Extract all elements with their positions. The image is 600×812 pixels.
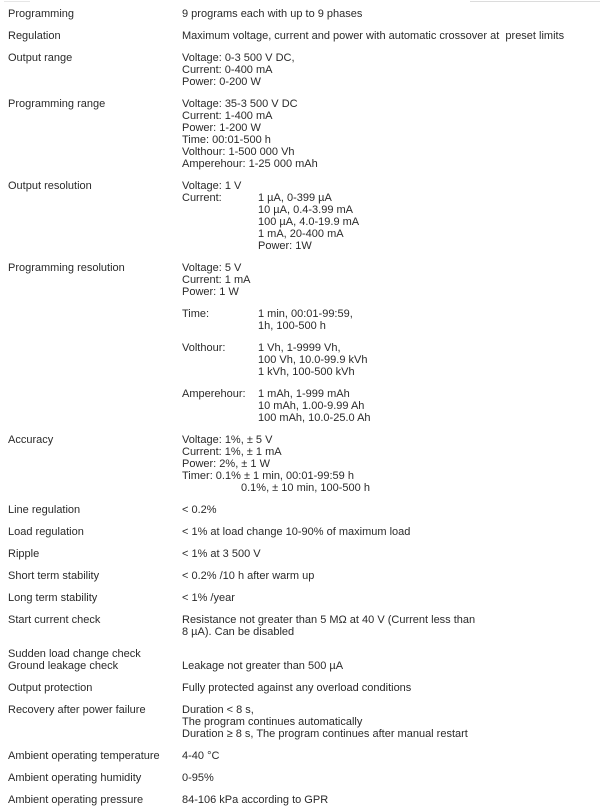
page-edge-artifact-left bbox=[4, 1, 30, 2]
spec-label bbox=[8, 52, 182, 64]
spec-label-line: Ambient operating temperature bbox=[8, 750, 160, 762]
spec-subgroup-text: 1 µA, 0-399 µA bbox=[258, 192, 332, 204]
spec-subgroup-head: Current: bbox=[182, 192, 222, 204]
spec-value-line: Current: 1 mA bbox=[182, 274, 251, 286]
spec-subgroup-line bbox=[182, 342, 592, 354]
spec-label-line: Ambient operating pressure bbox=[8, 794, 144, 806]
spec-label bbox=[8, 8, 182, 20]
spec-value-line: Volthour: 1-500 000 Vh bbox=[182, 146, 295, 158]
spec-value bbox=[182, 526, 592, 538]
spec-subgroup-text: 1 Vh, 1-9999 Vh, bbox=[258, 342, 341, 354]
spec-value-line: 100 mAh, 10.0-25.0 Ah bbox=[258, 412, 371, 424]
spec-label-line: Regulation bbox=[8, 30, 61, 42]
spec-label bbox=[8, 504, 182, 516]
spec-value bbox=[182, 592, 592, 604]
spec-value-line: 0-95% bbox=[182, 772, 214, 784]
spec-label-line: Ambient operating humidity bbox=[8, 772, 142, 784]
spec-value-line: Current: 1-400 mA bbox=[182, 110, 273, 122]
spec-label bbox=[8, 772, 182, 784]
spec-value-line: Maximum voltage, current and power with automatic crossover at preset limits bbox=[182, 30, 565, 42]
page-edge-artifact-right bbox=[470, 1, 600, 2]
spec-row bbox=[8, 794, 592, 806]
spec-value-line: 9 programs each with up to 9 phases bbox=[182, 8, 363, 20]
spec-value-line: Current: 1%, ± 1 mA bbox=[182, 446, 282, 458]
spec-value bbox=[182, 52, 592, 88]
spec-label bbox=[8, 434, 182, 446]
blank-line bbox=[182, 648, 592, 660]
spec-label bbox=[8, 262, 182, 274]
spec-value bbox=[182, 504, 592, 516]
spec-label-line: Ground leakage check bbox=[8, 660, 119, 672]
spec-value bbox=[182, 614, 592, 638]
spec-value-line: < 1% /year bbox=[182, 592, 235, 604]
spec-value-line: Voltage: 5 V bbox=[182, 262, 242, 274]
spec-row bbox=[8, 180, 592, 252]
spec-value bbox=[182, 772, 592, 784]
spec-value-line: 1 kVh, 100-500 kVh bbox=[258, 366, 355, 378]
spec-label bbox=[8, 794, 182, 806]
spec-value-line: Resistance not greater than 5 MΩ at 40 V (Current less than bbox=[182, 614, 476, 626]
spec-value-line: 4-40 °C bbox=[182, 750, 220, 762]
spec-label-line: Output range bbox=[8, 52, 73, 64]
spec-subgroup-line bbox=[182, 192, 592, 204]
spec-label bbox=[8, 526, 182, 538]
spec-row bbox=[8, 570, 592, 582]
spec-value-line: < 0.2% bbox=[182, 504, 217, 516]
spec-value-line: Voltage: 0-3 500 V DC, bbox=[182, 52, 295, 64]
spec-value bbox=[182, 30, 592, 42]
spec-row bbox=[8, 8, 592, 20]
spec-label bbox=[8, 180, 182, 192]
spec-value-line: 0.1%, ± 10 min, 100-500 h bbox=[241, 482, 370, 494]
spec-value-line: Voltage: 1 V bbox=[182, 180, 242, 192]
spec-label bbox=[8, 570, 182, 582]
spec-row bbox=[8, 648, 592, 672]
spec-value-line: < 0.2% /10 h after warm up bbox=[182, 570, 315, 582]
spec-subgroup-head: Volthour: bbox=[182, 342, 226, 354]
spec-value-line: 1 mA, 20-400 mA bbox=[258, 228, 344, 240]
spec-value bbox=[182, 648, 592, 672]
spec-value bbox=[182, 262, 592, 424]
spec-value-line: Power: 1W bbox=[258, 240, 312, 252]
spec-subgroup-line bbox=[182, 388, 592, 400]
spec-value-line: < 1% at load change 10-90% of maximum load bbox=[182, 526, 411, 538]
spec-value-line: 100 Vh, 10.0-99.9 kVh bbox=[258, 354, 368, 366]
spec-value-line: Power: 1 W bbox=[182, 286, 239, 298]
spec-value-line: Voltage: 35-3 500 V DC bbox=[182, 98, 298, 110]
spec-value-line: Duration ≥ 8 s, The program continues after manual restart bbox=[182, 728, 468, 740]
spec-value-line: Fully protected against any overload conditions bbox=[182, 682, 412, 694]
spec-value-line: Power: 2%, ± 1 W bbox=[182, 458, 270, 470]
spec-label bbox=[8, 30, 182, 42]
spec-value-line: 100 µA, 4.0-19.9 mA bbox=[258, 216, 360, 228]
spec-subgroup-text: 1 mAh, 1-999 mAh bbox=[258, 388, 350, 400]
spec-label-line: Load regulation bbox=[8, 526, 84, 538]
value-group-spacer bbox=[182, 298, 592, 308]
spec-value bbox=[182, 180, 592, 252]
spec-subgroup-line bbox=[182, 308, 592, 320]
spec-value bbox=[182, 434, 592, 494]
spec-label-line: Recovery after power failure bbox=[8, 704, 146, 716]
spec-value-line: 1h, 100-500 h bbox=[258, 320, 326, 332]
spec-label bbox=[8, 592, 182, 604]
spec-value-line: Timer: 0.1% ± 1 min, 00:01-99:59 h bbox=[182, 470, 354, 482]
spec-row bbox=[8, 548, 592, 560]
spec-label bbox=[8, 704, 182, 716]
spec-label-line: Short term stability bbox=[8, 570, 100, 582]
spec-value-line: Amperehour: 1-25 000 mAh bbox=[182, 158, 318, 170]
spec-row bbox=[8, 772, 592, 784]
spec-row bbox=[8, 614, 592, 638]
spec-label bbox=[8, 682, 182, 694]
spec-label-line: Accuracy bbox=[8, 434, 54, 446]
spec-subgroup-head: Time: bbox=[182, 308, 210, 320]
spec-row bbox=[8, 262, 592, 424]
spec-row bbox=[8, 52, 592, 88]
spec-value-line: 10 mAh, 1.00-9.99 Ah bbox=[258, 400, 365, 412]
spec-value-line: 84-106 kPa according to GPR bbox=[182, 794, 329, 806]
spec-value-line: Power: 1-200 W bbox=[182, 122, 261, 134]
spec-label bbox=[8, 548, 182, 560]
spec-subgroup-head: Amperehour: bbox=[182, 388, 246, 400]
spec-label bbox=[8, 614, 182, 626]
spec-label-line: Programming resolution bbox=[8, 262, 125, 274]
spec-value-line: Power: 0-200 W bbox=[182, 76, 261, 88]
spec-label-line: Output resolution bbox=[8, 180, 92, 192]
spec-label-line: Programming range bbox=[8, 98, 106, 110]
spec-value-line: Voltage: 1%, ± 5 V bbox=[182, 434, 273, 446]
spec-label-line: Programming bbox=[8, 8, 75, 20]
spec-value-line: The program continues automatically bbox=[182, 716, 363, 728]
spec-row bbox=[8, 504, 592, 516]
spec-row bbox=[8, 434, 592, 494]
spec-label-line: Sudden load change check bbox=[8, 648, 141, 660]
spec-value-line: Duration < 8 s, bbox=[182, 704, 254, 716]
spec-value bbox=[182, 98, 592, 170]
spec-label bbox=[8, 98, 182, 110]
spec-label-line: Line regulation bbox=[8, 504, 81, 516]
value-group-spacer bbox=[182, 332, 592, 342]
spec-value-line: Current: 0-400 mA bbox=[182, 64, 273, 76]
spec-row bbox=[8, 98, 592, 170]
spec-label-line: Long term stability bbox=[8, 592, 98, 604]
spec-label-line: Output protection bbox=[8, 682, 93, 694]
spec-row bbox=[8, 592, 592, 604]
spec-label bbox=[8, 648, 182, 672]
spec-row bbox=[8, 682, 592, 694]
spec-value-line: < 1% at 3 500 V bbox=[182, 548, 261, 560]
spec-value-line: 8 µA). Can be disabled bbox=[182, 626, 295, 638]
spec-value bbox=[182, 794, 592, 806]
spec-label-line: Start current check bbox=[8, 614, 101, 626]
spec-row bbox=[8, 750, 592, 762]
spec-table bbox=[8, 8, 592, 806]
value-group-spacer bbox=[182, 378, 592, 388]
spec-value bbox=[182, 548, 592, 560]
spec-value-line: Time: 00:01-500 h bbox=[182, 134, 271, 146]
spec-value bbox=[182, 570, 592, 582]
spec-label bbox=[8, 750, 182, 762]
spec-label-line: Ripple bbox=[8, 548, 40, 560]
spec-row bbox=[8, 526, 592, 538]
spec-subgroup-text: 1 min, 00:01-99:59, bbox=[258, 308, 353, 320]
spec-row bbox=[8, 30, 592, 42]
spec-value-line: 10 µA, 0.4-3.99 mA bbox=[258, 204, 353, 216]
spec-row bbox=[8, 704, 592, 740]
spec-value-line: Leakage not greater than 500 µA bbox=[182, 660, 344, 672]
spec-value bbox=[182, 8, 592, 20]
spec-value bbox=[182, 704, 592, 740]
spec-value bbox=[182, 750, 592, 762]
spec-value bbox=[182, 682, 592, 694]
